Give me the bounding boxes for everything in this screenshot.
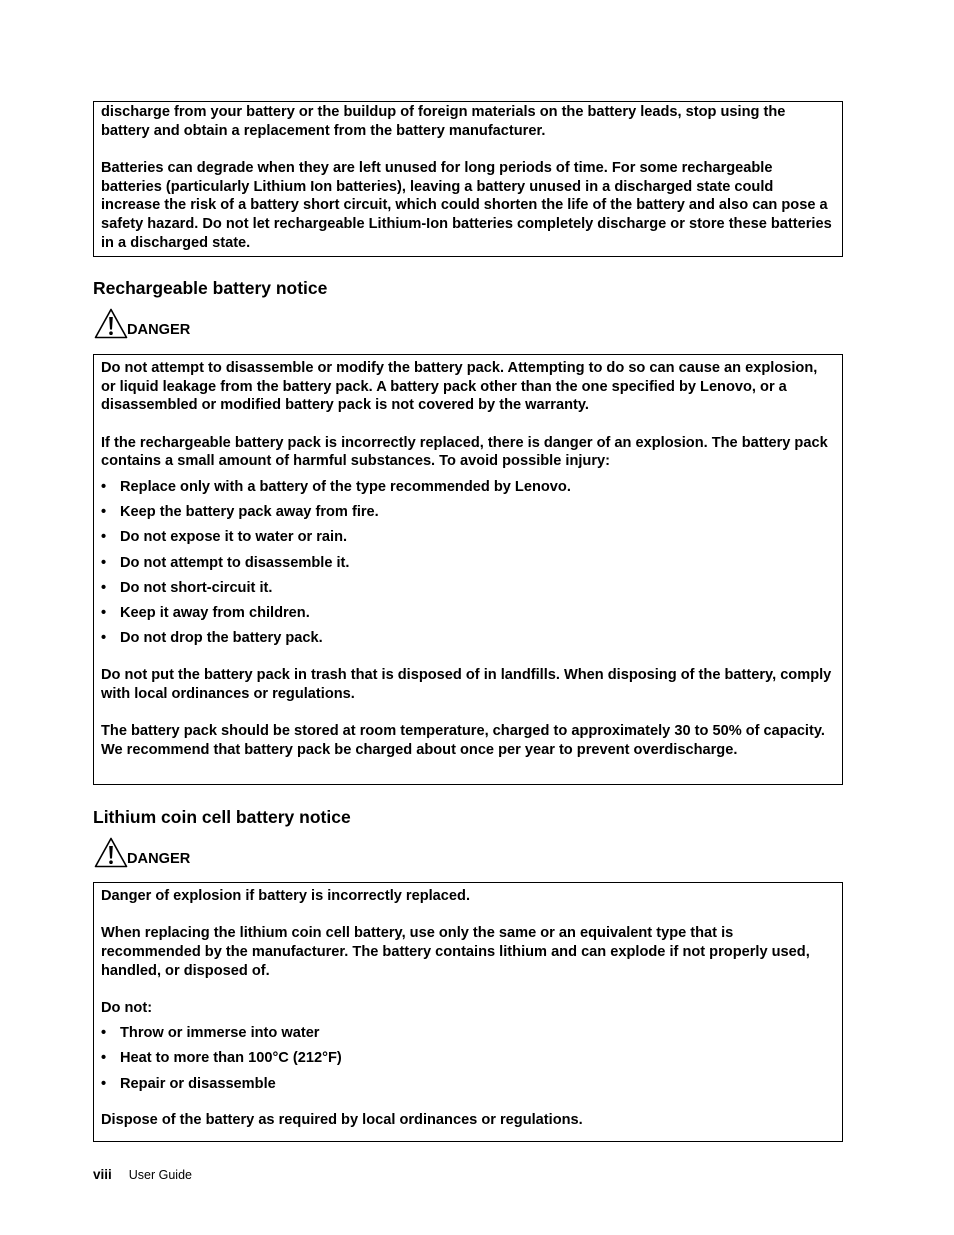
notice-paragraph: Batteries can degrade when they are left unused for long periods of time. For some rechargeable batteries (particularly Lithium Ion batteries), leaving a battery unused in a discharged state could increase the risk of a battery short circuit, which could shorten the life of the battery and also can pose a safety hazard. Do not let rechargeable Lithium-Ion batteries completely discharge or store these batteries in a discharged state. (101, 159, 832, 251)
list-item: • Keep the battery pack away from fire. (101, 503, 835, 522)
list-item: • Do not expose it to water or rain. (101, 528, 835, 547)
notice-paragraph: Do not: (101, 999, 153, 1016)
danger-label: DANGER (127, 851, 191, 867)
precautions-list (101, 1024, 835, 1093)
section-title-lithium: Lithium coin cell battery notice (93, 807, 351, 827)
notice-paragraph: Dispose of the battery as required by local ordinances or regulations. (101, 1112, 583, 1129)
list-item: • Throw or immerse into water (101, 1024, 835, 1043)
list-item: • Heat to more than 100°C (212°F) (101, 1049, 835, 1068)
notice-paragraph: discharge from your battery or the buildup of foreign materials on the battery leads, stop using the battery and obtain a replacement from the battery manufacturer. (101, 104, 786, 139)
rechargeable-battery-notice-box (93, 354, 843, 785)
battery-notice-box-continued (93, 101, 843, 257)
list-item: • Replace only with a battery of the type recommended by Lenovo. (101, 478, 835, 497)
danger-label-group (94, 832, 190, 868)
warning-triangle-icon (94, 837, 128, 868)
notice-paragraph: Do not attempt to disassemble or modify the battery pack. Attempting to do so can cause an explosion, or liquid leakage from the battery pack. A battery pack other than the one specified by Lenovo, or a disassembled or modified battery pack is not covered by the warranty. (101, 360, 818, 414)
notice-paragraph: When replacing the lithium coin cell battery, use only the same or an equivalent type that is recommended by the manufacturer. The battery contains lithium and can explode if not properly used, handled, or disposed of. (101, 925, 810, 979)
danger-label: DANGER (127, 322, 191, 338)
list-item: • Do not attempt to disassemble it. (101, 554, 835, 573)
danger-label-group (94, 303, 190, 339)
list-item: • Do not drop the battery pack. (101, 629, 835, 648)
list-item: • Keep it away from children. (101, 604, 835, 623)
notice-paragraph: Do not put the battery pack in trash that is disposed of in landfills. When disposing of the battery, comply with local ordinances or regulations. (101, 667, 832, 702)
warning-triangle-icon (94, 308, 128, 339)
document-title: User Guide (128, 1168, 192, 1182)
notice-paragraph: Danger of explosion if battery is incorrectly replaced. (101, 888, 471, 904)
section-title-rechargeable: Rechargeable battery notice (93, 278, 328, 298)
list-item: • Repair or disassemble (101, 1075, 835, 1094)
page-footer (93, 1167, 192, 1182)
precautions-list (101, 478, 835, 648)
notice-paragraph: The battery pack should be stored at room temperature, charged to approximately 30 to 50% of capacity. We recommend that battery pack be charged about once per year to prevent overdischarge. (101, 723, 825, 758)
list-item: • Do not short-circuit it. (101, 579, 835, 598)
lithium-battery-notice-box (93, 882, 843, 1142)
notice-paragraph: If the rechargeable battery pack is incorrectly replaced, there is danger of an explosion. The battery pack contains a small amount of harmful substances. To avoid possible injury: (101, 434, 828, 470)
page-number: viii (93, 1167, 112, 1182)
